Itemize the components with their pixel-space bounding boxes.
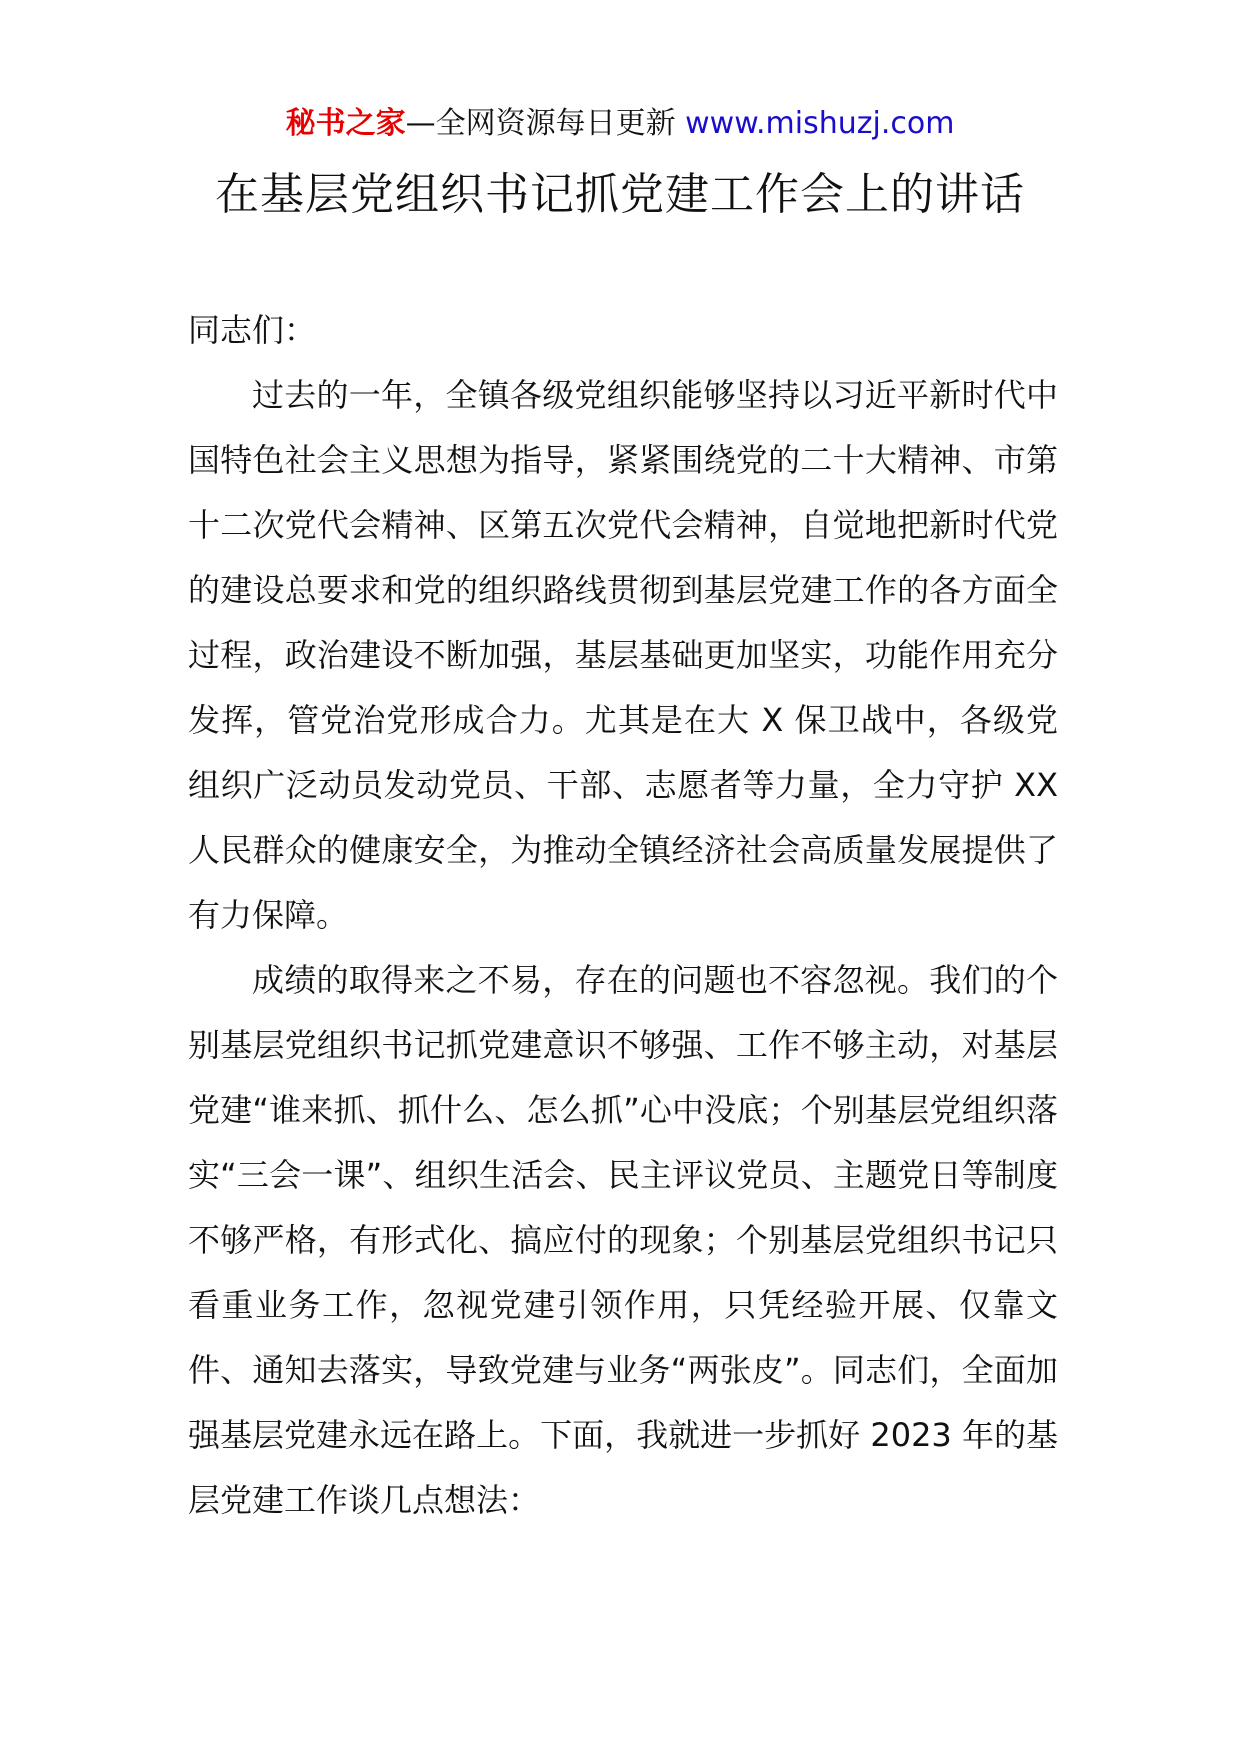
salutation: 同志们： bbox=[188, 311, 317, 349]
document-title: 在基层党组织书记抓党建工作会上的讲话 bbox=[215, 169, 1025, 220]
site-url-link[interactable]: www.mishuzj.com bbox=[685, 106, 955, 141]
site-header bbox=[0, 104, 1240, 144]
site-name: 秘书之家 bbox=[285, 106, 406, 141]
site-slogan: —全网资源每日更新 bbox=[405, 106, 686, 141]
paragraph-2: 成绩的取得来之不易，存在的问题也不容忽视。我们的个别基层党组织书记抓党建意识不够强、工作不够主动，对基层党建“谁来抓、抓什么、怎么抓”心中没底；个别基层党组织落实“三会一课”、组织生活会、民主评议党员、主题党日等制度不够严格，有形式化、搞应付的现象；个别基层党组织书记只看重业务工作，忽视党建引领作用，只凭经验开展、仅靠文件、通知去落实，导致党建与业务“两张皮”。同志们，全面加强基层党建永远在路上。下面，我就进一步抓好 2023 年的基层党建工作谈几点想法： bbox=[188, 961, 1058, 1519]
document-body bbox=[188, 298, 1058, 1533]
paragraph-1: 过去的一年，全镇各级党组织能够坚持以习近平新时代中国特色社会主义思想为指导，紧紧围绕党的二十大精神、市第十二次党代会精神、区第五次党代会精神，自觉地把新时代党的建设总要求和党的组织路线贯彻到基层党建工作的各方面全过程，政治建设不断加强，基层基础更加坚实，功能作用充分发挥，管党治党形成合力。尤其是在大 X 保卫战中，各级党组织广泛动员发动党员、干部、志愿者等力量，全力守护 XX 人民群众的健康安全，为推动全镇经济社会高质量发展提供了有力保障。 bbox=[188, 376, 1058, 934]
